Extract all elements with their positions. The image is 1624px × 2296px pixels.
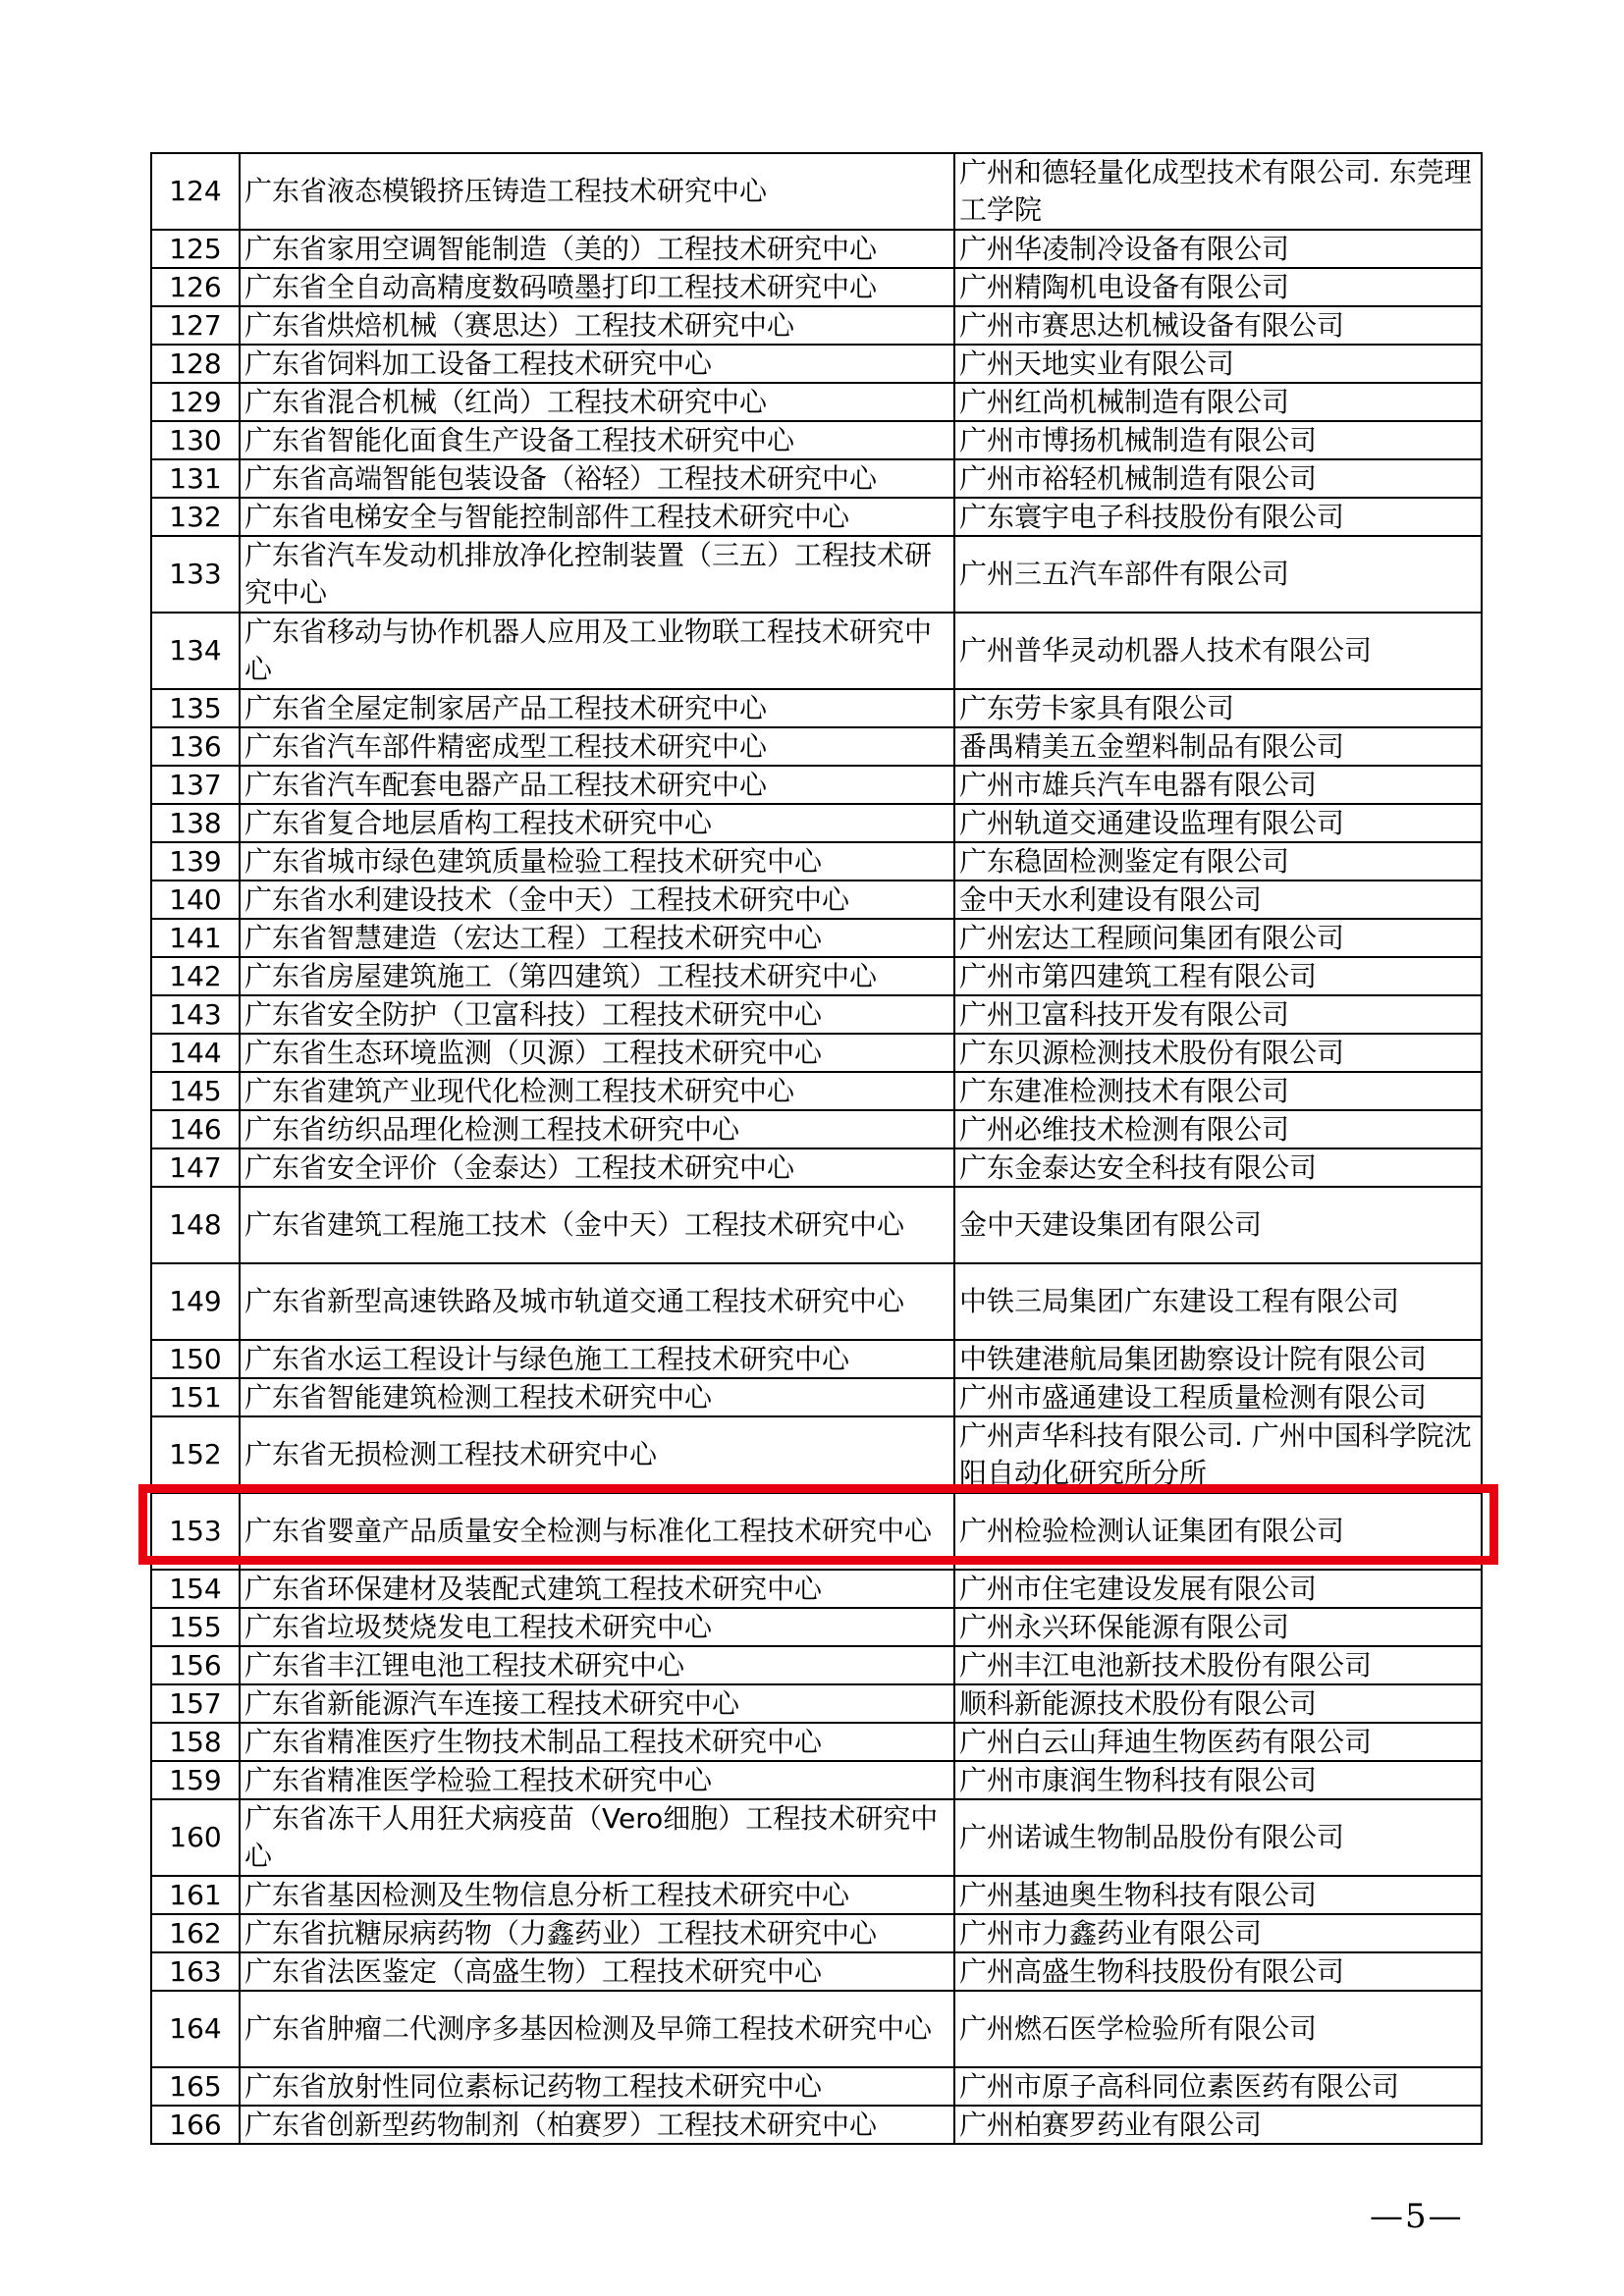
row-number: 149 — [151, 1263, 240, 1340]
row-number: 154 — [151, 1570, 240, 1608]
organization-name: 广州普华灵动机器人技术有限公司 — [954, 613, 1482, 689]
table-row — [151, 345, 1482, 383]
row-number: 135 — [151, 689, 240, 727]
center-name: 广东省复合地层盾构工程技术研究中心 — [240, 804, 954, 842]
table-row — [151, 1608, 1482, 1646]
table-row — [151, 459, 1482, 498]
center-name: 广东省液态模锻挤压铸造工程技术研究中心 — [240, 153, 954, 230]
table-row — [151, 306, 1482, 345]
table-row — [151, 1684, 1482, 1723]
table-row — [151, 766, 1482, 804]
table-row — [151, 1952, 1482, 1991]
row-number: 126 — [151, 268, 240, 306]
center-name: 广东省新型高速铁路及城市轨道交通工程技术研究中心 — [240, 1263, 954, 1340]
organization-name: 广州声华科技有限公司. 广州中国科学院沈阳自动化研究所分所 — [954, 1416, 1482, 1493]
row-number: 140 — [151, 881, 240, 919]
center-name: 广东省垃圾焚烧发电工程技术研究中心 — [240, 1608, 954, 1646]
row-number: 150 — [151, 1340, 240, 1378]
table-row — [151, 383, 1482, 421]
organization-name: 广州市裕轻机械制造有限公司 — [954, 459, 1482, 498]
center-name: 广东省全屋定制家居产品工程技术研究中心 — [240, 689, 954, 727]
table-row — [151, 153, 1482, 230]
organization-name: 广州检验检测认证集团有限公司 — [954, 1493, 1482, 1570]
table-row — [151, 1148, 1482, 1187]
table-row — [151, 1034, 1482, 1072]
organization-name: 广州市康润生物科技有限公司 — [954, 1761, 1482, 1799]
organization-name: 广州高盛生物科技股份有限公司 — [954, 1952, 1482, 1991]
organization-name: 广州白云山拜迪生物医药有限公司 — [954, 1723, 1482, 1761]
row-number: 142 — [151, 957, 240, 995]
center-name: 广东省精准医学检验工程技术研究中心 — [240, 1761, 954, 1799]
organization-name: 广州宏达工程顾问集团有限公司 — [954, 919, 1482, 957]
row-number: 129 — [151, 383, 240, 421]
organization-name: 广州市盛通建设工程质量检测有限公司 — [954, 1378, 1482, 1416]
center-name: 广东省婴童产品质量安全检测与标准化工程技术研究中心 — [240, 1493, 954, 1570]
organization-name: 广州柏赛罗药业有限公司 — [954, 2106, 1482, 2144]
center-name: 广东省家用空调智能制造（美的）工程技术研究中心 — [240, 230, 954, 268]
table-row — [151, 919, 1482, 957]
table-row — [151, 1914, 1482, 1952]
table-row — [151, 230, 1482, 268]
organization-name: 顺科新能源技术股份有限公司 — [954, 1684, 1482, 1723]
center-name: 广东省创新型药物制剂（柏赛罗）工程技术研究中心 — [240, 2106, 954, 2144]
center-name: 广东省肿瘤二代测序多基因检测及早筛工程技术研究中心 — [240, 1991, 954, 2067]
organization-name: 广州红尚机械制造有限公司 — [954, 383, 1482, 421]
table-row — [151, 1110, 1482, 1148]
center-name: 广东省建筑工程施工技术（金中天）工程技术研究中心 — [240, 1187, 954, 1263]
row-number: 157 — [151, 1684, 240, 1723]
table-row — [151, 1263, 1482, 1340]
row-number: 125 — [151, 230, 240, 268]
center-name: 广东省高端智能包装设备（裕轻）工程技术研究中心 — [240, 459, 954, 498]
organization-name: 广州华凌制冷设备有限公司 — [954, 230, 1482, 268]
center-name: 广东省安全防护（卫富科技）工程技术研究中心 — [240, 995, 954, 1034]
row-number: 163 — [151, 1952, 240, 1991]
table-row — [151, 2106, 1482, 2144]
organization-name: 中铁三局集团广东建设工程有限公司 — [954, 1263, 1482, 1340]
row-number: 158 — [151, 1723, 240, 1761]
organization-name: 广东贝源检测技术股份有限公司 — [954, 1034, 1482, 1072]
center-name: 广东省水利建设技术（金中天）工程技术研究中心 — [240, 881, 954, 919]
center-name: 广东省新能源汽车连接工程技术研究中心 — [240, 1684, 954, 1723]
center-name: 广东省纺织品理化检测工程技术研究中心 — [240, 1110, 954, 1148]
row-number: 164 — [151, 1991, 240, 2067]
center-name: 广东省智慧建造（宏达工程）工程技术研究中心 — [240, 919, 954, 957]
center-name: 广东省智能建筑检测工程技术研究中心 — [240, 1378, 954, 1416]
organization-name: 广东金泰达安全科技有限公司 — [954, 1148, 1482, 1187]
organization-name: 广州天地实业有限公司 — [954, 345, 1482, 383]
organization-name: 金中天水利建设有限公司 — [954, 881, 1482, 919]
organization-name: 广州市第四建筑工程有限公司 — [954, 957, 1482, 995]
table-row — [151, 1340, 1482, 1378]
row-number: 143 — [151, 995, 240, 1034]
table-row — [151, 995, 1482, 1034]
row-number: 134 — [151, 613, 240, 689]
table-row — [151, 2067, 1482, 2106]
center-name: 广东省电梯安全与智能控制部件工程技术研究中心 — [240, 498, 954, 536]
table-row — [151, 1761, 1482, 1799]
row-number: 166 — [151, 2106, 240, 2144]
row-number: 138 — [151, 804, 240, 842]
center-name: 广东省移动与协作机器人应用及工业物联工程技术研究中心 — [240, 613, 954, 689]
table-row — [151, 498, 1482, 536]
table-row — [151, 727, 1482, 766]
row-number: 133 — [151, 536, 240, 613]
center-name: 广东省放射性同位素标记药物工程技术研究中心 — [240, 2067, 954, 2106]
center-name: 广东省饲料加工设备工程技术研究中心 — [240, 345, 954, 383]
table-row — [151, 1570, 1482, 1608]
center-name: 广东省法医鉴定（高盛生物）工程技术研究中心 — [240, 1952, 954, 1991]
table-row — [151, 1416, 1482, 1493]
row-number: 145 — [151, 1072, 240, 1110]
center-name: 广东省房屋建筑施工（第四建筑）工程技术研究中心 — [240, 957, 954, 995]
organization-name: 广东劳卡家具有限公司 — [954, 689, 1482, 727]
organization-name: 广州诺诚生物制品股份有限公司 — [954, 1799, 1482, 1876]
organization-name: 广州必维技术检测有限公司 — [954, 1110, 1482, 1148]
table-row — [151, 1493, 1482, 1570]
row-number: 139 — [151, 842, 240, 881]
table-body — [151, 153, 1482, 2144]
organization-name: 广州市原子高科同位素医药有限公司 — [954, 2067, 1482, 2106]
row-number: 136 — [151, 727, 240, 766]
center-name: 广东省基因检测及生物信息分析工程技术研究中心 — [240, 1876, 954, 1914]
table-row — [151, 268, 1482, 306]
organization-name: 广州基迪奥生物科技有限公司 — [954, 1876, 1482, 1914]
row-number: 144 — [151, 1034, 240, 1072]
organization-name: 广州燃石医学检验所有限公司 — [954, 1991, 1482, 2067]
center-name: 广东省烘焙机械（赛思达）工程技术研究中心 — [240, 306, 954, 345]
row-number: 124 — [151, 153, 240, 230]
table-row — [151, 421, 1482, 459]
row-number: 127 — [151, 306, 240, 345]
row-number: 132 — [151, 498, 240, 536]
center-name: 广东省混合机械（红尚）工程技术研究中心 — [240, 383, 954, 421]
organization-name: 广州轨道交通建设监理有限公司 — [954, 804, 1482, 842]
row-number: 137 — [151, 766, 240, 804]
table-row — [151, 536, 1482, 613]
table-row — [151, 689, 1482, 727]
organization-name: 广州市赛思达机械设备有限公司 — [954, 306, 1482, 345]
page-number: —5— — [1370, 2197, 1464, 2236]
table-row — [151, 1991, 1482, 2067]
row-number: 160 — [151, 1799, 240, 1876]
table-row — [151, 1723, 1482, 1761]
center-name: 广东省丰江锂电池工程技术研究中心 — [240, 1646, 954, 1684]
center-name: 广东省建筑产业现代化检测工程技术研究中心 — [240, 1072, 954, 1110]
organization-name: 广州市博扬机械制造有限公司 — [954, 421, 1482, 459]
center-name: 广东省水运工程设计与绿色施工工程技术研究中心 — [240, 1340, 954, 1378]
organization-name: 中铁建港航局集团勘察设计院有限公司 — [954, 1340, 1482, 1378]
table-row — [151, 1876, 1482, 1914]
organization-name: 广东寰宇电子科技股份有限公司 — [954, 498, 1482, 536]
row-number: 153 — [151, 1493, 240, 1570]
center-name: 广东省抗糖尿病药物（力鑫药业）工程技术研究中心 — [240, 1914, 954, 1952]
table-row — [151, 804, 1482, 842]
row-number: 141 — [151, 919, 240, 957]
row-number: 156 — [151, 1646, 240, 1684]
organization-name: 广州精陶机电设备有限公司 — [954, 268, 1482, 306]
center-name: 广东省生态环境监测（贝源）工程技术研究中心 — [240, 1034, 954, 1072]
table-row — [151, 1646, 1482, 1684]
center-name: 广东省无损检测工程技术研究中心 — [240, 1416, 954, 1493]
organization-name: 广州和德轻量化成型技术有限公司. 东莞理工学院 — [954, 153, 1482, 230]
center-name: 广东省安全评价（金泰达）工程技术研究中心 — [240, 1148, 954, 1187]
center-name: 广东省环保建材及装配式建筑工程技术研究中心 — [240, 1570, 954, 1608]
row-number: 131 — [151, 459, 240, 498]
row-number: 159 — [151, 1761, 240, 1799]
table-row — [151, 842, 1482, 881]
center-name: 广东省城市绿色建筑质量检验工程技术研究中心 — [240, 842, 954, 881]
table-row — [151, 957, 1482, 995]
organization-name: 广州三五汽车部件有限公司 — [954, 536, 1482, 613]
center-name: 广东省冻干人用狂犬病疫苗（Vero细胞）工程技术研究中心 — [240, 1799, 954, 1876]
row-number: 128 — [151, 345, 240, 383]
row-number: 130 — [151, 421, 240, 459]
center-name: 广东省汽车配套电器产品工程技术研究中心 — [240, 766, 954, 804]
centers-table — [150, 152, 1483, 2145]
row-number: 146 — [151, 1110, 240, 1148]
row-number: 161 — [151, 1876, 240, 1914]
table-row — [151, 1072, 1482, 1110]
row-number: 147 — [151, 1148, 240, 1187]
table-row — [151, 1378, 1482, 1416]
table-row — [151, 1187, 1482, 1263]
row-number: 148 — [151, 1187, 240, 1263]
table-row — [151, 613, 1482, 689]
organization-name: 广州卫富科技开发有限公司 — [954, 995, 1482, 1034]
organization-name: 广州永兴环保能源有限公司 — [954, 1608, 1482, 1646]
center-name: 广东省汽车发动机排放净化控制装置（三五）工程技术研究中心 — [240, 536, 954, 613]
table-row — [151, 1799, 1482, 1876]
row-number: 165 — [151, 2067, 240, 2106]
organization-name: 广东稳固检测鉴定有限公司 — [954, 842, 1482, 881]
row-number: 152 — [151, 1416, 240, 1493]
organization-name: 番禺精美五金塑料制品有限公司 — [954, 727, 1482, 766]
organization-name: 金中天建设集团有限公司 — [954, 1187, 1482, 1263]
center-name: 广东省全自动高精度数码喷墨打印工程技术研究中心 — [240, 268, 954, 306]
organization-name: 广州丰江电池新技术股份有限公司 — [954, 1646, 1482, 1684]
row-number: 162 — [151, 1914, 240, 1952]
organization-name: 广东建准检测技术有限公司 — [954, 1072, 1482, 1110]
table-row — [151, 881, 1482, 919]
center-name: 广东省智能化面食生产设备工程技术研究中心 — [240, 421, 954, 459]
organization-name: 广州市力鑫药业有限公司 — [954, 1914, 1482, 1952]
center-name: 广东省精准医疗生物技术制品工程技术研究中心 — [240, 1723, 954, 1761]
row-number: 151 — [151, 1378, 240, 1416]
row-number: 155 — [151, 1608, 240, 1646]
center-name: 广东省汽车部件精密成型工程技术研究中心 — [240, 727, 954, 766]
organization-name: 广州市雄兵汽车电器有限公司 — [954, 766, 1482, 804]
organization-name: 广州市住宅建设发展有限公司 — [954, 1570, 1482, 1608]
